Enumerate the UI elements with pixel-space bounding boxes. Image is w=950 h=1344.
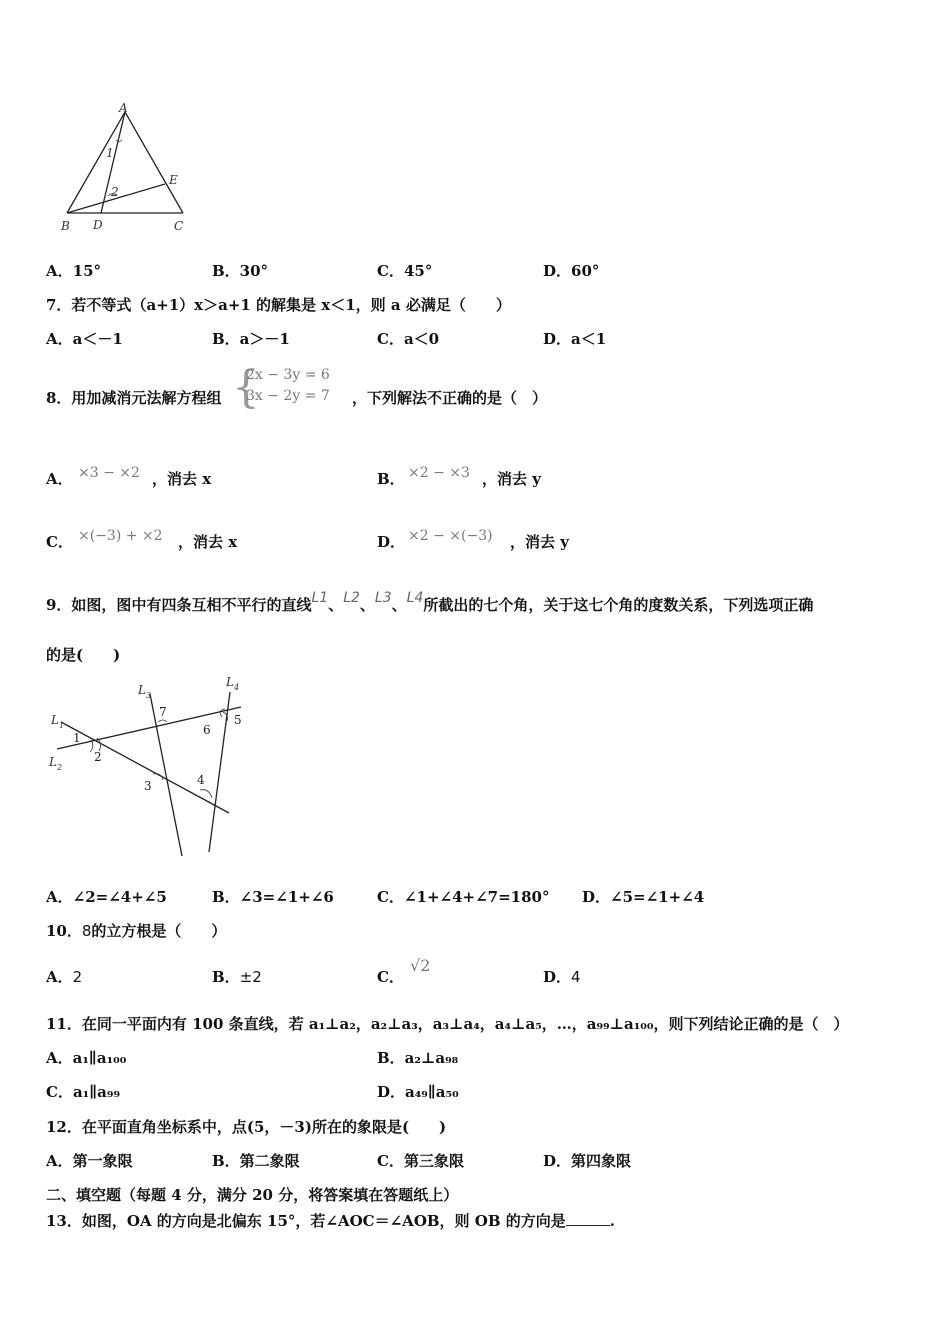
triangle-figure [55, 100, 205, 240]
q10-stem-suffix: 的立方根是（ ） [91, 922, 227, 940]
equation-brace: { [232, 362, 260, 413]
q10-stem-prefix: 10． [46, 922, 82, 940]
q9-line-l2: L2 [343, 590, 360, 606]
q13-stem-text: 13．如图，OA 的方向是北偏东 15°，若∠AOC＝∠AOB，则 OB 的方向是 [46, 1212, 566, 1230]
q10-option-a-value: 2 [72, 968, 83, 986]
q10-option-c-value: √2 [410, 956, 431, 975]
q6-option-b[interactable]: B．30° [212, 262, 269, 280]
q10-option-d[interactable] [543, 968, 581, 986]
q6-option-a[interactable]: A．15° [46, 262, 102, 280]
vertex-a-label: A [119, 101, 128, 115]
q7-option-d[interactable]: D．a＜1 [543, 330, 607, 348]
section-2-title: 二、填空题（每题 4 分，满分 20 分，将答案填在答题纸上） [46, 1186, 459, 1204]
fig2-angle-5: 5 [234, 713, 242, 727]
q8-option-a[interactable] [46, 470, 73, 488]
fig2-angle-3: 3 [144, 779, 152, 793]
q13-stem-tail: . [609, 1212, 615, 1230]
q8-option-d-label: D． [377, 533, 406, 551]
q12-option-a[interactable]: A．第一象限 [46, 1152, 133, 1170]
fig2-angle-2: 2 [94, 750, 102, 764]
vertex-b-label: B [61, 219, 70, 233]
q8-option-b-math: ×2 − ×3 [408, 465, 470, 481]
q9-option-c[interactable]: C．∠1+∠4+∠7=180° [377, 888, 550, 906]
q9-stem-prefix: 9．如图，图中有四条互相不平行的直线 [46, 596, 312, 614]
q9-stem-line2: 的是( ) [46, 646, 121, 664]
fig2-line-l2-label: $L_2$ [49, 755, 63, 772]
q10-stem-num: 8 [81, 922, 92, 940]
vertex-e-label: E [169, 173, 178, 187]
q12-option-b[interactable]: B．第二象限 [212, 1152, 300, 1170]
q6-option-c[interactable]: C．45° [377, 262, 433, 280]
q11-option-d[interactable]: D．a₄₉∥a₅₀ [377, 1083, 459, 1101]
q9-option-d[interactable]: D．∠5=∠1+∠4 [582, 888, 705, 906]
angle-1-label: 1 [106, 146, 114, 160]
q9-sep-1: 、 [328, 596, 344, 614]
q10-option-b[interactable] [212, 968, 262, 986]
q7-option-c[interactable]: C．a＜0 [377, 330, 440, 348]
q8-option-a-tail: ，消去 x [152, 470, 212, 488]
q10-option-c[interactable] [377, 968, 404, 986]
q9-stem-suffix: 所截出的七个角，关于这七个角的度数关系，下列选项正确 [423, 596, 814, 614]
q9-line-l4: L4 [406, 590, 424, 606]
q10-option-b-value: ±2 [239, 968, 262, 986]
q12-stem: 12．在平面直角坐标系中，点(5，－3)所在的象限是( ) [46, 1118, 447, 1136]
q10-option-d-value: 4 [571, 968, 581, 986]
q9-sep-2: 、 [359, 596, 375, 614]
q10-option-c-label: C． [377, 968, 404, 986]
vertex-d-label: D [93, 218, 103, 232]
q9-stem-line1 [46, 590, 814, 615]
q10-stem [46, 922, 226, 940]
q13-answer-blank[interactable] [566, 1211, 610, 1226]
q8-equation-1: 2x − 3y = 6 [246, 367, 330, 383]
q8-option-a-math: ×3 − ×2 [78, 465, 140, 481]
q10-option-d-label: D． [543, 968, 572, 986]
q8-option-c-math: ×(−3) + ×2 [78, 528, 163, 544]
q6-option-d[interactable]: D．60° [543, 262, 600, 280]
q11-option-b[interactable]: B．a₂⊥a₉₈ [377, 1049, 459, 1067]
fig2-line-l3-label: $L_3$ [138, 683, 152, 700]
q8-equation-2: 3x − 2y = 7 [246, 388, 330, 404]
q9-sep-3: 、 [391, 596, 407, 614]
q12-option-c[interactable]: C．第三象限 [377, 1152, 464, 1170]
q8-option-a-label: A． [46, 470, 73, 488]
q8-option-c[interactable] [46, 533, 73, 551]
vertex-c-label: C [174, 219, 184, 233]
q11-stem: 11．在同一平面内有 100 条直线，若 a₁⊥a₂，a₂⊥a₃，a₃⊥a₄，a₄⊥a₅，…，a₉₉⊥a₁₀₀，则下列结论正确的是（ ） [46, 1015, 849, 1033]
q12-option-d[interactable]: D．第四象限 [543, 1152, 632, 1170]
q10-option-b-label: B． [212, 968, 240, 986]
q7-option-a[interactable]: A．a＜－1 [46, 330, 123, 348]
q13-stem [46, 1211, 615, 1230]
fig2-angle-4: 4 [197, 773, 205, 787]
fig2-line-l4-label: $L_4$ [226, 675, 240, 692]
q11-option-c[interactable]: C．a₁∥a₉₉ [46, 1083, 121, 1101]
q8-option-c-tail: ，消去 x [178, 533, 238, 551]
q10-option-a-label: A． [46, 968, 73, 986]
q8-option-b-label: B． [377, 470, 405, 488]
angle-2-label: 2 [111, 185, 119, 199]
fig2-angle-1: 1 [73, 731, 81, 745]
fig2-angle-7: 7 [159, 705, 167, 719]
four-lines-figure [45, 672, 255, 862]
q8-option-d[interactable] [377, 533, 405, 551]
q10-option-a[interactable] [46, 968, 82, 986]
q7-option-b[interactable]: B．a＞－1 [212, 330, 290, 348]
q8-option-d-tail: ，消去 y [510, 533, 569, 551]
q9-option-a[interactable]: A．∠2=∠4+∠5 [46, 888, 167, 906]
q7-stem: 7．若不等式（a+1）x＞a+1 的解集是 x＜1，则 a 必满足（ ） [46, 296, 511, 314]
fig2-angle-6: 6 [203, 723, 211, 737]
q11-option-a[interactable]: A．a₁∥a₁₀₀ [46, 1049, 127, 1067]
q9-line-l1: L1 [311, 590, 329, 606]
q8-option-d-math: ×2 − ×(−3) [408, 528, 493, 544]
q8-option-b[interactable] [377, 470, 405, 488]
q9-option-b[interactable]: B．∠3=∠1+∠6 [212, 888, 334, 906]
q8-stem-prefix: 8．用加减消元法解方程组 [46, 389, 222, 407]
q9-line-l3: L3 [374, 590, 392, 606]
fig2-line-l1-label: $L_1$ [51, 713, 65, 730]
q8-option-b-tail: ，消去 y [482, 470, 541, 488]
q8-stem-suffix: ，下列解法不正确的是（ ） [352, 389, 548, 407]
q8-option-c-label: C． [46, 533, 73, 551]
